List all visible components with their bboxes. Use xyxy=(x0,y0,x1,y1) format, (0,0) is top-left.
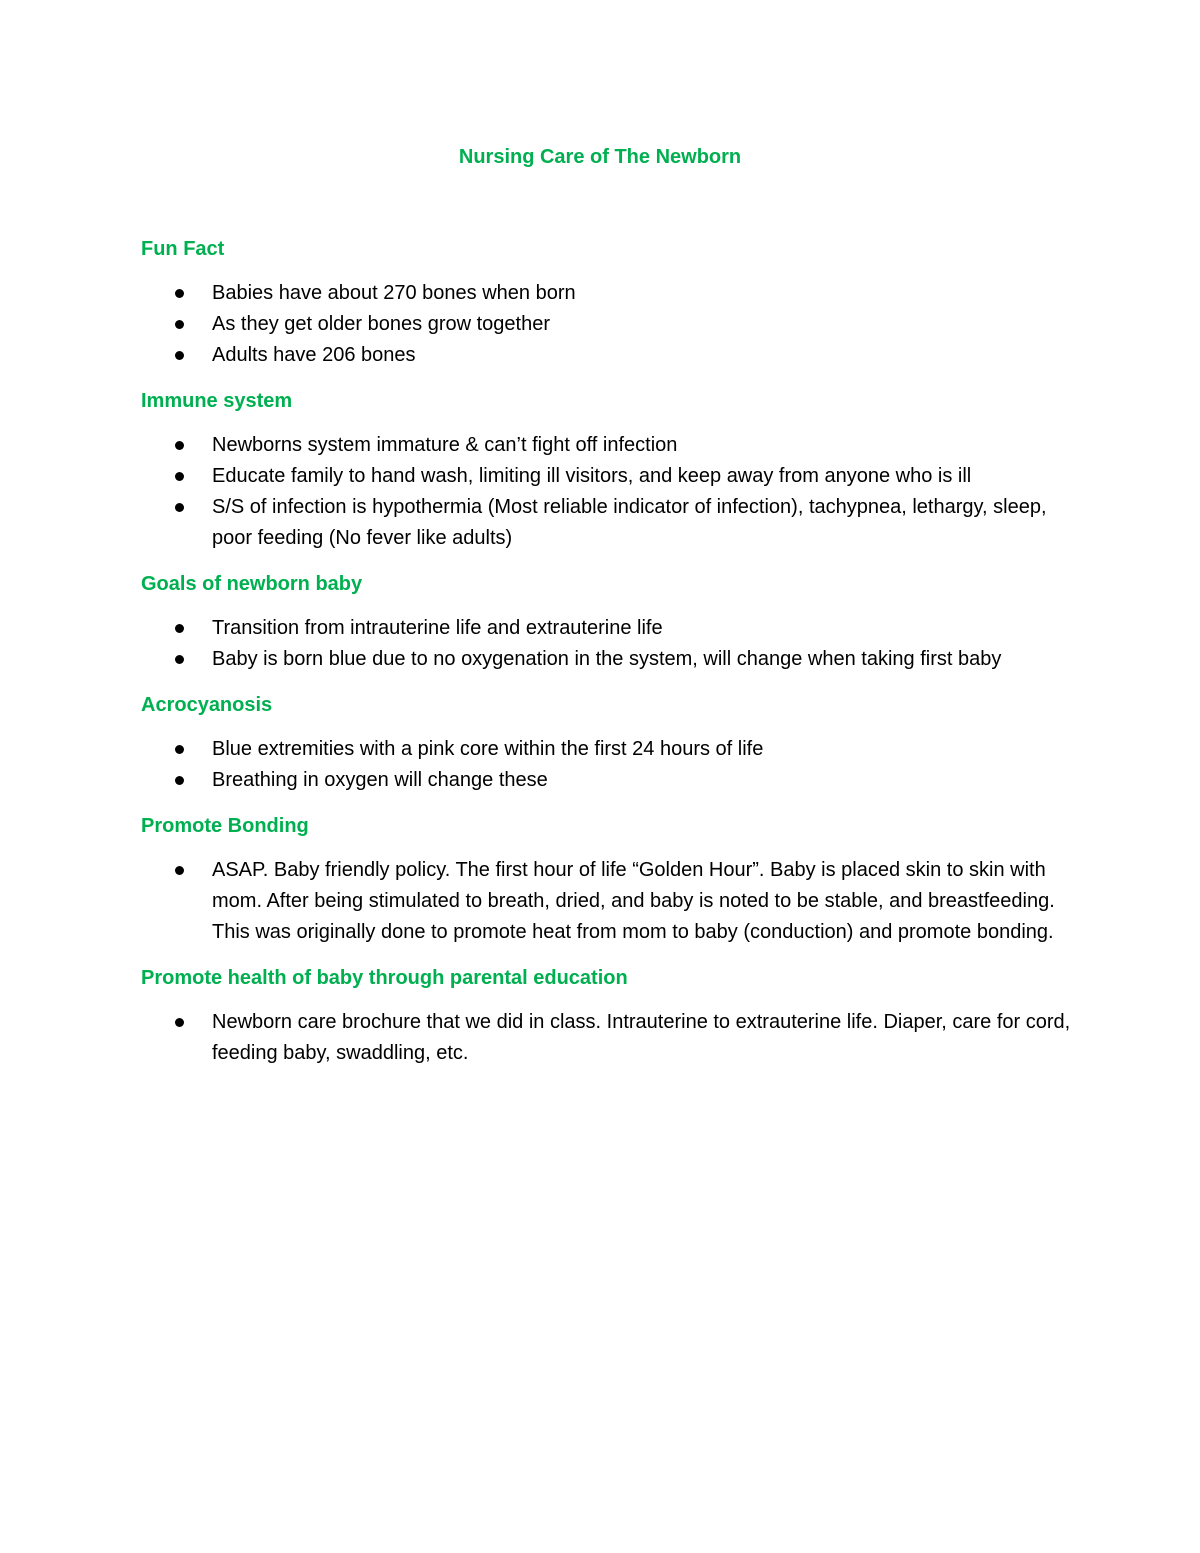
section-heading: Promote health of baby through parental education xyxy=(141,967,628,989)
list-item xyxy=(141,765,1071,796)
list-item-text: As they get older bones grow together xyxy=(212,313,550,335)
bullet-icon xyxy=(175,776,184,785)
list-item xyxy=(141,278,1071,309)
bullet-icon xyxy=(175,866,184,875)
section-heading: Promote Bonding xyxy=(141,815,309,837)
list-item-text: ASAP. Baby friendly policy. The first hour of life “Golden Hour”. Baby is placed skin to skin with mom. After being stimulated to breath, dried, and baby is noted to be stable, and breastfeeding. This was originally done to promote heat from mom to baby (conduction) and promote bonding. xyxy=(212,859,1055,943)
list-item xyxy=(141,734,1071,765)
bullet-list xyxy=(141,1007,1071,1069)
section-heading: Acrocyanosis xyxy=(141,694,273,716)
bullet-list xyxy=(141,855,1071,948)
list-item xyxy=(141,430,1071,461)
bullet-list xyxy=(141,613,1071,675)
bullet-list xyxy=(141,734,1071,796)
list-item xyxy=(141,855,1071,948)
document-body xyxy=(141,235,1071,1085)
bullet-icon xyxy=(175,655,184,664)
list-item xyxy=(141,644,1071,675)
list-item-text: Newborn care brochure that we did in class. Intrauterine to extrauterine life. Diaper, care for cord, feeding baby, swaddling, etc. xyxy=(212,1011,1071,1064)
list-item-text: Transition from intrauterine life and extrauterine life xyxy=(212,617,663,639)
section-heading: Fun Fact xyxy=(141,238,225,260)
section-heading: Immune system xyxy=(141,390,293,412)
bullet-icon xyxy=(175,1018,184,1027)
section-goals-of-newborn-baby xyxy=(141,570,1071,675)
bullet-icon xyxy=(175,503,184,512)
list-item-text: Babies have about 270 bones when born xyxy=(212,282,576,304)
list-item-text: Blue extremities with a pink core within the first 24 hours of life xyxy=(212,738,764,760)
list-item xyxy=(141,309,1071,340)
bullet-list xyxy=(141,430,1071,554)
section-acrocyanosis xyxy=(141,691,1071,796)
section-immune-system xyxy=(141,387,1071,554)
section-promote-bonding xyxy=(141,812,1071,948)
bullet-icon xyxy=(175,441,184,450)
list-item-text: Adults have 206 bones xyxy=(212,344,416,366)
list-item-text: S/S of infection is hypothermia (Most reliable indicator of infection), tachypnea, lethargy, sleep, poor feeding (No fever like adults) xyxy=(212,496,1047,549)
list-item xyxy=(141,1007,1071,1069)
list-item xyxy=(141,340,1071,371)
bullet-icon xyxy=(175,472,184,481)
list-item-text: Baby is born blue due to no oxygenation in the system, will change when taking first baby xyxy=(212,648,1002,670)
list-item xyxy=(141,613,1071,644)
list-item-text: Breathing in oxygen will change these xyxy=(212,769,548,791)
list-item-text: Educate family to hand wash, limiting ill visitors, and keep away from anyone who is ill xyxy=(212,465,972,487)
page-title: Nursing Care of The Newborn xyxy=(458,146,742,168)
list-item xyxy=(141,492,1071,554)
bullet-list xyxy=(141,278,1071,371)
bullet-icon xyxy=(175,289,184,298)
list-item-text: Newborns system immature & can’t fight off infection xyxy=(212,434,678,456)
bullet-icon xyxy=(175,351,184,360)
list-item xyxy=(141,461,1071,492)
bullet-icon xyxy=(175,624,184,633)
section-parental-education xyxy=(141,964,1071,1069)
bullet-icon xyxy=(175,320,184,329)
section-heading: Goals of newborn baby xyxy=(141,573,363,595)
bullet-icon xyxy=(175,745,184,754)
section-fun-fact xyxy=(141,235,1071,371)
